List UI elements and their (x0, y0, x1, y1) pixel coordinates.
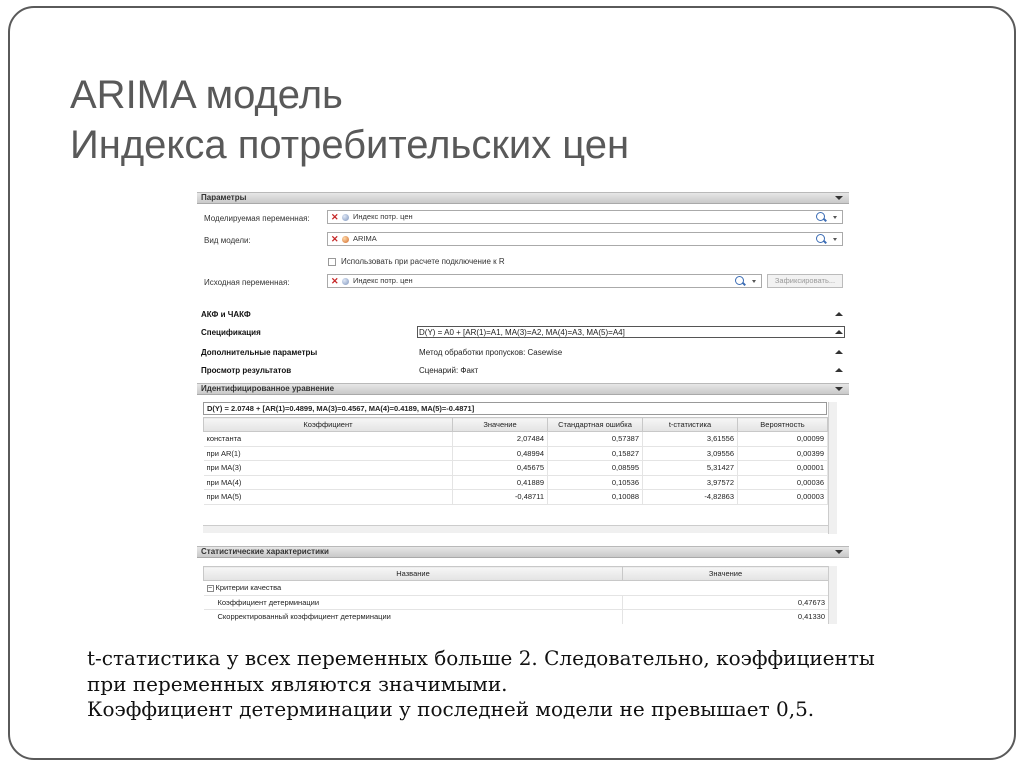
cell: 0,00036 (738, 475, 828, 490)
search-icon[interactable] (816, 212, 825, 221)
cell: 0,47673 (623, 595, 829, 610)
table-vertical-scrollbar[interactable] (828, 402, 837, 534)
expand-icon[interactable] (835, 312, 843, 316)
parameters-header[interactable] (197, 192, 849, 204)
column-header[interactable]: Значение (623, 567, 829, 581)
table-row[interactable] (204, 446, 828, 461)
results-value: Сценарий: Факт (419, 366, 479, 375)
cell: 0,08595 (548, 461, 643, 476)
collapse-icon[interactable] (835, 550, 843, 554)
acf-pacf-label: АКФ и ЧАКФ (201, 310, 251, 319)
equation-header-label: Идентифицированное уравнение (201, 384, 335, 393)
modeled-variable-field[interactable] (327, 210, 843, 224)
dropdown-icon[interactable] (833, 238, 837, 241)
clear-icon[interactable]: ✕ (331, 212, 339, 222)
use-r-checkbox[interactable] (328, 258, 336, 266)
table-row[interactable] (204, 595, 829, 610)
cell: 0,41330 (623, 610, 829, 625)
extra-params-label: Дополнительные параметры (201, 348, 318, 357)
model-type-value: ARIMA (353, 234, 377, 243)
caption-line-3: Коэффициент детерминации у последней модели не превышает 0,5. (87, 697, 815, 721)
use-r-label: Использовать при расчете подключение к R (341, 257, 505, 266)
expand-icon[interactable] (835, 368, 843, 372)
cell: 0,00003 (738, 490, 828, 505)
dropdown-icon[interactable] (752, 280, 756, 283)
cell: 3,09556 (643, 446, 738, 461)
cell: 0,57387 (548, 432, 643, 447)
model-icon (342, 236, 349, 243)
table-row[interactable] (204, 432, 828, 447)
equation-header[interactable] (197, 383, 849, 395)
arima-screenshot (197, 190, 849, 624)
cell: 0,10088 (548, 490, 643, 505)
cell: -0,48711 (453, 490, 548, 505)
cell: -4,82863 (643, 490, 738, 505)
dropdown-icon[interactable] (833, 216, 837, 219)
slide-title (70, 70, 870, 170)
cell: при MA(5) (204, 490, 453, 505)
cell: 0,00099 (738, 432, 828, 447)
table-horizontal-scrollbar[interactable] (203, 525, 828, 533)
clear-icon[interactable]: ✕ (331, 276, 339, 286)
model-type-label: Вид модели: (204, 236, 251, 245)
expand-icon[interactable] (835, 330, 843, 334)
tree-group-row[interactable] (204, 581, 829, 596)
source-variable-field[interactable] (327, 274, 762, 288)
cell: 2,07484 (453, 432, 548, 447)
slide-title-line-1: ARIMA модель (70, 73, 343, 117)
collapse-icon[interactable] (835, 196, 843, 200)
column-header[interactable]: t-статистика (643, 418, 738, 432)
collapse-icon[interactable] (835, 387, 843, 391)
column-header[interactable]: Коэффициент (204, 418, 453, 432)
cell: Скорректированный коэффициент детерминации (204, 610, 623, 625)
specification-label: Спецификация (201, 328, 261, 337)
collapse-tree-icon[interactable]: − (207, 584, 213, 592)
variable-icon (342, 278, 349, 285)
stats-header[interactable] (197, 546, 849, 558)
results-section[interactable] (197, 362, 849, 379)
cell: 0,10536 (548, 475, 643, 490)
cell: константа (204, 432, 453, 447)
cell: 5,31427 (643, 461, 738, 476)
cell: 0,00001 (738, 461, 828, 476)
equation-formula: D(Y) = 2.0748 + [AR(1)=0.4899, MA(3)=0.4567, MA(4)=0.4189, MA(5)=-0.4871] (203, 402, 827, 415)
cell: при AR(1) (204, 446, 453, 461)
cell: Коэффициент детерминации (204, 595, 623, 610)
caption-line-1: t-статистика у всех переменных больше 2. Следовательно, коэффициенты (87, 646, 875, 670)
results-label: Просмотр результатов (201, 366, 292, 375)
specification-value: D(Y) = A0 + [AR(1)=A1, MA(3)=A2, MA(4)=A3, MA(5)=A4] (419, 328, 625, 337)
extra-params-section[interactable] (197, 344, 849, 361)
table-row[interactable] (204, 490, 828, 505)
cell: 0,48994 (453, 446, 548, 461)
column-header[interactable]: Значение (453, 418, 548, 432)
specification-section[interactable] (197, 324, 849, 341)
caption-line-2: при переменных являются значимыми. (87, 671, 508, 696)
acf-pacf-section[interactable] (197, 306, 849, 323)
clear-icon[interactable]: ✕ (331, 234, 339, 244)
extra-params-value: Метод обработки пропусков: Casewise (419, 348, 563, 357)
slide-title-line-2: Индекса потребительских цен (70, 123, 630, 167)
cell: 0,00399 (738, 446, 828, 461)
table-header-row (204, 567, 829, 581)
group-label: Критерии качества (215, 583, 282, 593)
stats-vertical-scrollbar[interactable] (828, 566, 837, 624)
source-variable-value: Индекс потр. цен (353, 276, 413, 285)
source-variable-label: Исходная переменная: (204, 278, 290, 287)
column-header[interactable]: Вероятность (738, 418, 828, 432)
modeled-variable-label: Моделируемая переменная: (204, 214, 310, 223)
table-header-row (204, 418, 828, 432)
expand-icon[interactable] (835, 350, 843, 354)
search-icon[interactable] (735, 276, 744, 285)
cell: 0,41889 (453, 475, 548, 490)
cell: 0,45675 (453, 461, 548, 476)
column-header[interactable]: Название (204, 567, 623, 581)
table-row[interactable] (204, 610, 829, 625)
stats-header-label: Статистические характеристики (201, 547, 329, 556)
parameters-header-label: Параметры (201, 193, 247, 202)
column-header[interactable]: Стандартная ошибка (548, 418, 643, 432)
cell: при MA(3) (204, 461, 453, 476)
modeled-variable-value: Индекс потр. цен (353, 212, 413, 221)
model-type-field[interactable] (327, 232, 843, 246)
fix-button[interactable]: Зафиксировать... (767, 274, 843, 288)
slide-caption (87, 646, 987, 723)
table-row[interactable] (204, 475, 828, 490)
stats-table (203, 566, 829, 624)
search-icon[interactable] (816, 234, 825, 243)
cell: 3,97572 (643, 475, 738, 490)
cell: 3,61556 (643, 432, 738, 447)
coefficients-table (203, 417, 828, 505)
cell: при MA(4) (204, 475, 453, 490)
table-row[interactable] (204, 461, 828, 476)
variable-icon (342, 214, 349, 221)
cell: 0,15827 (548, 446, 643, 461)
